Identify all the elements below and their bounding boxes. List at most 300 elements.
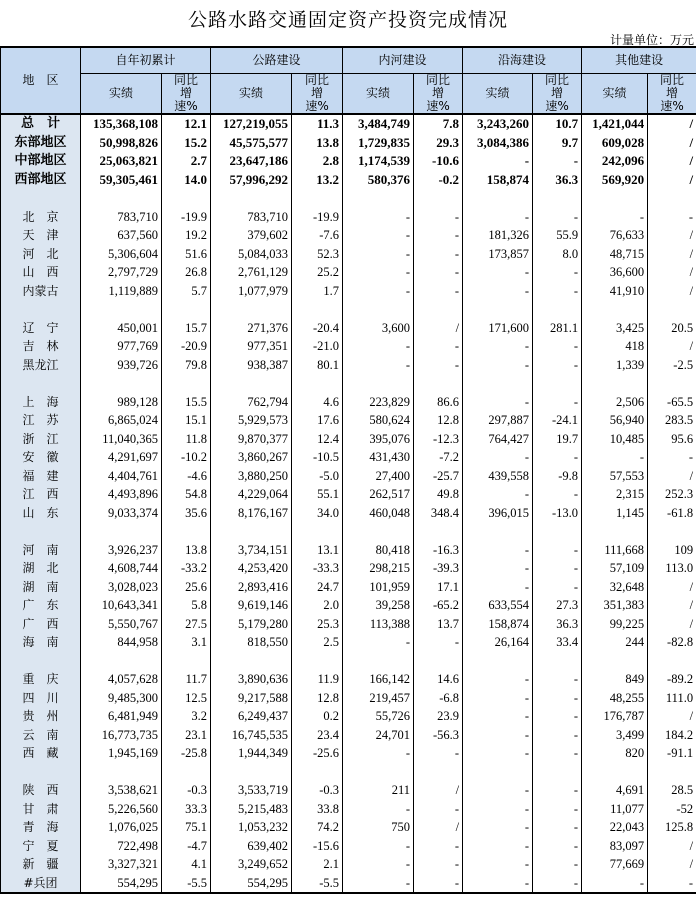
actual-cell: 5,226,560 [81, 800, 162, 819]
actual-cell: 262,517 [343, 485, 414, 504]
region-cell: 北 京 [1, 208, 81, 227]
yoy-cell: 1.7 [292, 282, 343, 301]
table-row [1, 541, 696, 560]
yoy-cell: 5.8 [162, 596, 211, 615]
spacer-row [1, 652, 696, 671]
region-cell: 中部地区 [1, 152, 81, 171]
actual-cell: 127,219,055 [211, 114, 292, 134]
yoy-cell: - [533, 559, 582, 578]
region-cell: 内蒙古 [1, 282, 81, 301]
yoy-cell: 33.3 [162, 800, 211, 819]
yoy-cell: 2.7 [162, 152, 211, 171]
yoy-cell: - [648, 208, 696, 227]
region-cell: 福 建 [1, 467, 81, 486]
actual-cell: 171,600 [463, 319, 533, 338]
yoy-cell: / [414, 319, 463, 338]
actual-cell: 1,053,232 [211, 818, 292, 837]
actual-cell: 6,865,024 [81, 411, 162, 430]
yoy-cell: / [648, 578, 696, 597]
group-header: 沿海建设 [463, 47, 582, 74]
yoy-cell: -20.9 [162, 337, 211, 356]
yoy-cell: / [648, 134, 696, 153]
actual-cell: - [343, 337, 414, 356]
yoy-cell: - [414, 837, 463, 856]
yoy-cell: -10.5 [292, 448, 343, 467]
yoy-cell: 33.4 [533, 633, 582, 652]
yoy-cell: -9.8 [533, 467, 582, 486]
spacer-row [1, 374, 696, 393]
table-row [1, 245, 696, 264]
yoy-header [648, 74, 696, 115]
actual-cell: - [343, 800, 414, 819]
actual-cell: 39,258 [343, 596, 414, 615]
yoy-cell: / [648, 282, 696, 301]
yoy-cell: 79.8 [162, 356, 211, 375]
actual-cell: 3,249,652 [211, 855, 292, 874]
yoy-cell: - [533, 263, 582, 282]
yoy-cell: 2.8 [292, 152, 343, 171]
table-row [1, 319, 696, 338]
actual-cell: 57,996,292 [211, 171, 292, 190]
yoy-cell: 13.1 [292, 541, 343, 560]
actual-cell: - [463, 393, 533, 412]
actual-header: 实绩 [343, 74, 414, 115]
actual-cell: 57,553 [582, 467, 648, 486]
yoy-cell: -7.2 [414, 448, 463, 467]
table-row [1, 855, 696, 874]
table-row [1, 411, 696, 430]
yoy-cell: -5.0 [292, 467, 343, 486]
actual-cell: 1,729,835 [343, 134, 414, 153]
actual-cell: 5,179,280 [211, 615, 292, 634]
yoy-cell: 24.7 [292, 578, 343, 597]
actual-cell: 23,647,186 [211, 152, 292, 171]
actual-cell: - [343, 226, 414, 245]
yoy-cell: - [533, 744, 582, 763]
actual-cell: - [343, 837, 414, 856]
actual-cell: 4,608,744 [81, 559, 162, 578]
actual-cell: 9,870,377 [211, 430, 292, 449]
actual-cell: 4,404,761 [81, 467, 162, 486]
yoy-header [292, 74, 343, 115]
yoy-cell: 11.7 [162, 670, 211, 689]
yoy-cell: -19.9 [162, 208, 211, 227]
yoy-cell: -65.5 [648, 393, 696, 412]
yoy-cell: - [414, 263, 463, 282]
actual-cell: - [463, 541, 533, 560]
yoy-label: 同比增速% [545, 73, 570, 113]
yoy-cell: / [648, 855, 696, 874]
yoy-cell: 17.6 [292, 411, 343, 430]
actual-cell: 244 [582, 633, 648, 652]
actual-cell: 59,305,461 [81, 171, 162, 190]
yoy-cell: / [648, 837, 696, 856]
yoy-cell: - [648, 874, 696, 894]
actual-header: 实绩 [582, 74, 648, 115]
actual-cell: 5,929,573 [211, 411, 292, 430]
table-row [1, 615, 696, 634]
yoy-cell: 12.8 [292, 689, 343, 708]
yoy-cell: - [414, 282, 463, 301]
actual-cell: 83,097 [582, 837, 648, 856]
actual-cell: 113,388 [343, 615, 414, 634]
yoy-cell: 2.0 [292, 596, 343, 615]
yoy-cell: -6.8 [414, 689, 463, 708]
yoy-cell: - [414, 633, 463, 652]
spacer-row [1, 300, 696, 319]
actual-cell: - [463, 744, 533, 763]
yoy-cell: 12.1 [162, 114, 211, 134]
yoy-cell: 74.2 [292, 818, 343, 837]
actual-cell: 22,043 [582, 818, 648, 837]
actual-cell: 633,554 [463, 596, 533, 615]
yoy-cell: 2.5 [292, 633, 343, 652]
actual-cell: 271,376 [211, 319, 292, 338]
yoy-cell: 13.2 [292, 171, 343, 190]
yoy-cell: -19.9 [292, 208, 343, 227]
yoy-cell: - [533, 781, 582, 800]
actual-cell: 3,327,321 [81, 855, 162, 874]
yoy-cell: - [533, 855, 582, 874]
actual-cell: 351,383 [582, 596, 648, 615]
actual-cell: 297,887 [463, 411, 533, 430]
actual-cell: 4,291,697 [81, 448, 162, 467]
actual-cell: 977,351 [211, 337, 292, 356]
yoy-cell: -91.1 [648, 744, 696, 763]
actual-cell: - [463, 208, 533, 227]
actual-cell: 722,498 [81, 837, 162, 856]
actual-cell: - [463, 485, 533, 504]
region-cell: 宁 夏 [1, 837, 81, 856]
yoy-cell: 20.5 [648, 319, 696, 338]
yoy-cell: - [414, 226, 463, 245]
actual-cell: 158,874 [463, 615, 533, 634]
yoy-cell: 113.0 [648, 559, 696, 578]
actual-cell: 5,550,767 [81, 615, 162, 634]
actual-cell: 11,040,365 [81, 430, 162, 449]
region-cell: 江 西 [1, 485, 81, 504]
region-cell: 天 津 [1, 226, 81, 245]
actual-cell: 783,710 [211, 208, 292, 227]
yoy-cell: 15.2 [162, 134, 211, 153]
actual-cell: 395,076 [343, 430, 414, 449]
actual-cell: 2,893,416 [211, 578, 292, 597]
actual-cell: - [463, 263, 533, 282]
actual-cell: 9,485,300 [81, 689, 162, 708]
region-cell: 云 南 [1, 726, 81, 745]
region-cell: 海 南 [1, 633, 81, 652]
yoy-cell: -4.7 [162, 837, 211, 856]
actual-cell: 5,084,033 [211, 245, 292, 264]
yoy-cell: 25.6 [162, 578, 211, 597]
actual-cell: 50,998,826 [81, 134, 162, 153]
actual-cell: 569,920 [582, 171, 648, 190]
yoy-cell: / [648, 596, 696, 615]
yoy-cell: 12.8 [414, 411, 463, 430]
actual-cell: 764,427 [463, 430, 533, 449]
yoy-cell: - [533, 689, 582, 708]
yoy-cell: 184.2 [648, 726, 696, 745]
table-row [1, 226, 696, 245]
actual-cell: - [343, 356, 414, 375]
yoy-cell: -10.6 [414, 152, 463, 171]
yoy-cell: -61.8 [648, 504, 696, 523]
yoy-header [533, 74, 582, 115]
yoy-cell: -82.8 [648, 633, 696, 652]
actual-cell: 3,084,386 [463, 134, 533, 153]
yoy-cell: - [533, 541, 582, 560]
yoy-cell: - [533, 726, 582, 745]
table-row [1, 800, 696, 819]
actual-cell: 450,001 [81, 319, 162, 338]
yoy-cell: 11.3 [292, 114, 343, 134]
region-cell: 吉 林 [1, 337, 81, 356]
yoy-cell: 54.8 [162, 485, 211, 504]
yoy-cell: 5.7 [162, 282, 211, 301]
yoy-cell: - [533, 670, 582, 689]
yoy-cell: -65.2 [414, 596, 463, 615]
yoy-cell: 14.0 [162, 171, 211, 190]
actual-cell: - [463, 337, 533, 356]
actual-cell: 11,077 [582, 800, 648, 819]
actual-cell: - [463, 282, 533, 301]
actual-cell: - [463, 726, 533, 745]
actual-cell: 460,048 [343, 504, 414, 523]
actual-cell: 9,619,146 [211, 596, 292, 615]
yoy-cell: / [648, 337, 696, 356]
region-cell: 西部地区 [1, 171, 81, 190]
table-row [1, 726, 696, 745]
yoy-cell: 2.1 [292, 855, 343, 874]
actual-cell: 55,726 [343, 707, 414, 726]
yoy-cell: 11.9 [292, 670, 343, 689]
actual-cell: 2,315 [582, 485, 648, 504]
actual-header: 实绩 [211, 74, 292, 115]
yoy-cell: 33.8 [292, 800, 343, 819]
yoy-label: 同比增速% [660, 73, 685, 113]
yoy-label: 同比增速% [305, 73, 330, 113]
yoy-cell: 14.6 [414, 670, 463, 689]
actual-cell: - [343, 208, 414, 227]
region-cell: 辽 宁 [1, 319, 81, 338]
actual-cell: 3,880,250 [211, 467, 292, 486]
yoy-cell: 11.8 [162, 430, 211, 449]
yoy-cell: 51.6 [162, 245, 211, 264]
actual-cell: 135,368,108 [81, 114, 162, 134]
actual-cell: 818,550 [211, 633, 292, 652]
yoy-cell: / [648, 467, 696, 486]
table-row [1, 689, 696, 708]
yoy-cell: 7.8 [414, 114, 463, 134]
actual-cell: 57,109 [582, 559, 648, 578]
table-row [1, 559, 696, 578]
yoy-cell: 9.7 [533, 134, 582, 153]
yoy-cell: 0.2 [292, 707, 343, 726]
actual-cell: 3,533,719 [211, 781, 292, 800]
actual-cell: 580,376 [343, 171, 414, 190]
table-row [1, 448, 696, 467]
actual-cell: 219,457 [343, 689, 414, 708]
actual-cell: - [343, 744, 414, 763]
actual-cell: 3,028,023 [81, 578, 162, 597]
actual-cell: - [463, 855, 533, 874]
actual-cell: - [463, 818, 533, 837]
yoy-cell: 109 [648, 541, 696, 560]
yoy-cell: 75.1 [162, 818, 211, 837]
actual-cell: 9,217,588 [211, 689, 292, 708]
yoy-cell: -5.5 [292, 874, 343, 894]
yoy-cell: -25.8 [162, 744, 211, 763]
table-row [1, 744, 696, 763]
yoy-cell: 3.1 [162, 633, 211, 652]
table-row [1, 874, 696, 894]
region-cell: 广 西 [1, 615, 81, 634]
yoy-cell: 26.8 [162, 263, 211, 282]
yoy-cell: 86.6 [414, 393, 463, 412]
table-row [1, 393, 696, 412]
yoy-cell: / [648, 263, 696, 282]
yoy-cell: 8.0 [533, 245, 582, 264]
yoy-cell: / [648, 114, 696, 134]
actual-cell: 4,057,628 [81, 670, 162, 689]
actual-cell: 5,215,483 [211, 800, 292, 819]
yoy-cell: 13.7 [414, 615, 463, 634]
actual-cell: 27,400 [343, 467, 414, 486]
actual-cell: 439,558 [463, 467, 533, 486]
yoy-cell: 36.3 [533, 615, 582, 634]
actual-cell: - [343, 874, 414, 894]
actual-cell: 1,944,349 [211, 744, 292, 763]
region-cell: 陕 西 [1, 781, 81, 800]
yoy-cell: 15.7 [162, 319, 211, 338]
actual-cell: 938,387 [211, 356, 292, 375]
actual-cell: 637,560 [81, 226, 162, 245]
actual-cell: 1,339 [582, 356, 648, 375]
table-row [1, 504, 696, 523]
yoy-cell: -56.3 [414, 726, 463, 745]
investment-table [0, 46, 696, 894]
yoy-cell: / [648, 226, 696, 245]
yoy-cell: -0.3 [162, 781, 211, 800]
actual-cell: 211 [343, 781, 414, 800]
actual-cell: 396,015 [463, 504, 533, 523]
yoy-cell: 252.3 [648, 485, 696, 504]
group-header: 其他建设 [582, 47, 696, 74]
actual-cell: - [343, 282, 414, 301]
actual-cell: 4,691 [582, 781, 648, 800]
table-row [1, 114, 696, 134]
yoy-cell: / [648, 171, 696, 190]
actual-cell: 3,484,749 [343, 114, 414, 134]
actual-cell: 1,421,044 [582, 114, 648, 134]
yoy-cell: -4.6 [162, 467, 211, 486]
region-cell: 上 海 [1, 393, 81, 412]
region-cell: 河 南 [1, 541, 81, 560]
actual-cell: 298,215 [343, 559, 414, 578]
table-row [1, 781, 696, 800]
region-cell: 西 藏 [1, 744, 81, 763]
table-row [1, 707, 696, 726]
actual-cell: 4,229,064 [211, 485, 292, 504]
actual-cell: 45,575,577 [211, 134, 292, 153]
actual-cell: - [463, 152, 533, 171]
yoy-cell: 19.2 [162, 226, 211, 245]
actual-cell: 181,326 [463, 226, 533, 245]
table-row [1, 596, 696, 615]
actual-cell: 849 [582, 670, 648, 689]
yoy-cell: 27.3 [533, 596, 582, 615]
yoy-cell: -0.3 [292, 781, 343, 800]
actual-cell: 1,076,025 [81, 818, 162, 837]
region-cell: 贵 州 [1, 707, 81, 726]
actual-cell: 158,874 [463, 171, 533, 190]
yoy-cell: 29.3 [414, 134, 463, 153]
actual-cell: - [343, 633, 414, 652]
yoy-cell: -33.2 [162, 559, 211, 578]
actual-cell: - [343, 245, 414, 264]
region-cell: 广 东 [1, 596, 81, 615]
actual-cell: 3,499 [582, 726, 648, 745]
spacer-row [1, 763, 696, 782]
region-cell: 浙 江 [1, 430, 81, 449]
actual-cell: 1,945,169 [81, 744, 162, 763]
actual-cell: 580,624 [343, 411, 414, 430]
yoy-cell: -7.6 [292, 226, 343, 245]
yoy-cell: 111.0 [648, 689, 696, 708]
actual-cell: 24,701 [343, 726, 414, 745]
actual-cell: 5,306,604 [81, 245, 162, 264]
actual-cell: - [343, 855, 414, 874]
yoy-cell: - [414, 245, 463, 264]
region-header: 地 区 [1, 47, 81, 114]
actual-cell: - [463, 670, 533, 689]
yoy-cell: 4.6 [292, 393, 343, 412]
actual-cell: - [463, 874, 533, 894]
region-cell: 重 庆 [1, 670, 81, 689]
actual-cell: 56,940 [582, 411, 648, 430]
yoy-cell: 95.6 [648, 430, 696, 449]
actual-cell: 3,538,621 [81, 781, 162, 800]
actual-cell: 176,787 [582, 707, 648, 726]
actual-cell: - [463, 356, 533, 375]
yoy-cell: 10.7 [533, 114, 582, 134]
actual-cell: 8,176,167 [211, 504, 292, 523]
actual-cell: 76,633 [582, 226, 648, 245]
actual-cell: - [463, 559, 533, 578]
yoy-cell: 23.1 [162, 726, 211, 745]
yoy-cell: 52.3 [292, 245, 343, 264]
yoy-cell: - [648, 448, 696, 467]
region-cell: 湖 北 [1, 559, 81, 578]
yoy-cell: - [414, 874, 463, 894]
yoy-cell: 12.5 [162, 689, 211, 708]
table-row [1, 208, 696, 227]
group-header: 自年初累计 [81, 47, 211, 74]
actual-cell: 10,485 [582, 430, 648, 449]
yoy-cell: - [414, 800, 463, 819]
region-cell: 江 苏 [1, 411, 81, 430]
actual-cell: 16,773,735 [81, 726, 162, 745]
yoy-cell: 4.1 [162, 855, 211, 874]
actual-cell: 80,418 [343, 541, 414, 560]
table-row [1, 485, 696, 504]
table-row [1, 356, 696, 375]
yoy-cell: 15.5 [162, 393, 211, 412]
region-cell: 总 计 [1, 114, 81, 134]
yoy-cell: -10.2 [162, 448, 211, 467]
yoy-cell: -24.1 [533, 411, 582, 430]
actual-cell: 1,145 [582, 504, 648, 523]
